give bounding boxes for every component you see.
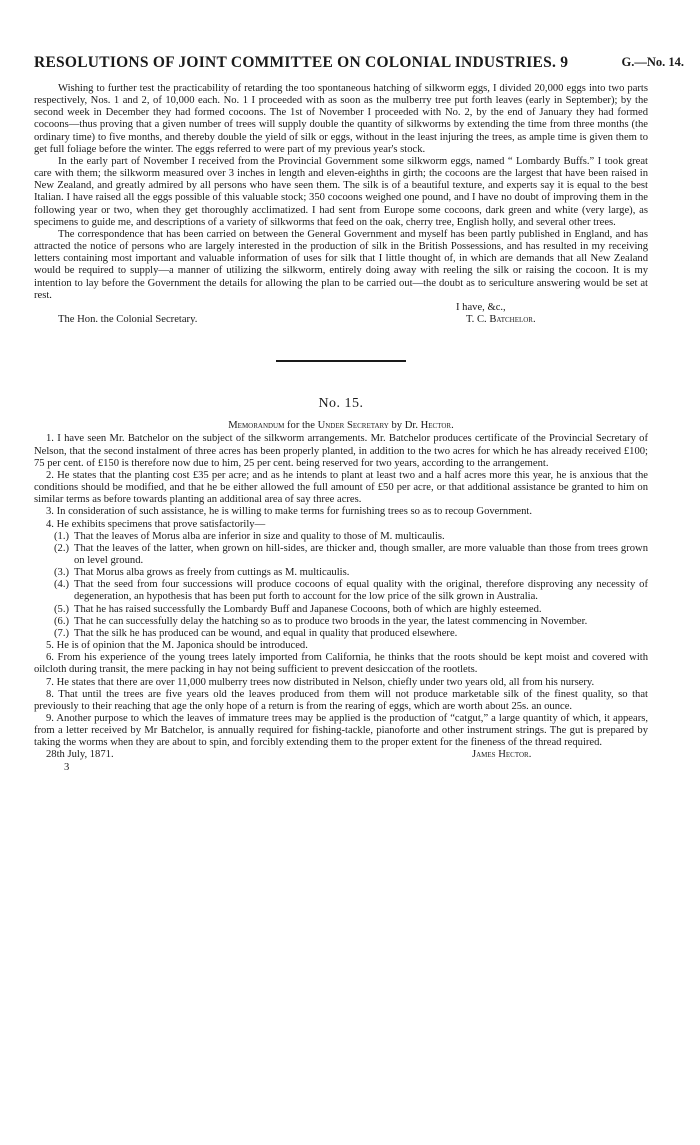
sub-item-number: (6.) <box>54 615 70 627</box>
memo-heading-author: Hector. <box>420 420 454 432</box>
memo-signature: James Hector. <box>472 749 532 761</box>
sub-item-number: (3.) <box>54 567 70 579</box>
document-reference: G.—No. 14. <box>621 55 684 69</box>
letter-paragraph: The correspondence that has been carried on between the General Government and myself has been partly published in England, and has attracted the notice of persons who are largely interested in the production of silk in the British Possessions, and has resulted in my receiving letters containing most important and valuable information of uses for silk that I little thought of, in which are demands that all New Zealand would be required to supply—a manner of utilizing the silkworm, entirely doing away with reeling the silk or raising the cocoon. It is my intention to lay before the Government the details for allowing the plan to be carried out—the doubt as to sericulture answering would be set at rest. <box>34 228 648 301</box>
memo-heading <box>34 420 648 432</box>
letter-signature: T. C. Batchelor. <box>466 313 536 325</box>
sub-item-number: (4.) <box>54 579 70 591</box>
letter-addressee: The Hon. the Colonial Secretary. <box>58 313 198 325</box>
memo-item: 4. He exhibits specimens that prove satisfactorily— <box>46 518 266 530</box>
section-divider <box>276 360 406 362</box>
memo-item: 8. That until the trees are five years old the leaves produced from them will not produce marketable silk of the finest quality, so that previously to their reaching that age the only hope of a return is from the rearing of eggs, which are worth about 25s. an ounce. <box>34 688 648 712</box>
memo-item: 9. Another purpose to which the leaves of immature trees may be applied is the production of “catgut,” a large quantity of which, it appears, from a letter received by Mr Batchelor, is annually required for fishing-tackle, pianoforte and other instrument strings. The gut is prepared by taking the worms when they are about to spin, and forcibly extending them to the proper extent for the fineness of the thread required. <box>34 713 648 749</box>
memo-sub-item <box>34 579 648 603</box>
page-marker: 3 <box>64 761 70 773</box>
memo-sub-item <box>34 531 648 543</box>
running-title: RESOLUTIONS OF JOINT COMMITTEE ON COLONIAL INDUSTRIES. 9 <box>34 54 569 71</box>
memo-item: 3. In consideration of such assistance, he is willing to make terms for furnishing trees so as to recoup Government. <box>46 506 533 518</box>
letter-paragraph: Wishing to further test the practicability of retarding the too spontaneous hatching of silkworm eggs, I divided 20,000 eggs into two parts respectively, Nos. 1 and 2, of 10,000 each. No. 1 I proceeded with as soon as the mulberry tree put forth leaves (early in September); by the second week in December they had formed cocoons. The 1st of November I proceeded with No. 2, by the end of January they had formed cocoons—thus proving that a given number of trees will supply double the quantity of silkworms by extending the time from three months (the ordinary time) to five months, and thereby double the yield of silk or eggs, without in the least injuring the trees, as ample time is given them to get full foliage before the winter. The eggs referred to were part of my previous year's stock. <box>34 83 648 155</box>
page-body <box>34 83 648 774</box>
memo-heading-text: for the <box>284 420 318 432</box>
sub-item-number: (1.) <box>54 530 70 542</box>
sub-item-text: That the leaves of Morus alba are inferior in size and quality to those of M. multicaulis. <box>74 530 445 542</box>
sub-item-text: That Morus alba grows as freely from cuttings as M. multicaulis. <box>74 567 350 579</box>
memo-footer-row <box>34 749 648 761</box>
sub-item-number: (5.) <box>54 603 70 615</box>
sub-item-text: That he can successfully delay the hatching so as to produce two broods in the year, the latest commencing in November. <box>74 615 588 627</box>
memo-sub-item <box>34 616 648 628</box>
memo-item: 7. He states that there are over 11,000 mulberry trees now distributed in Nelson, chiefly under two years old, all from his nursery. <box>46 676 595 688</box>
memo-heading-text: by Dr. <box>388 420 421 432</box>
letter-signature-row <box>34 314 648 326</box>
sub-item-text: That the seed from four successions will produce cocoons of equal quality with the original, therefore disproving any necessity of degeneration, an hypothesis that has been put forth to account for the low price of the silk grown in Australia. <box>74 579 648 603</box>
sub-item-text: That the leaves of the latter, when grown on hill-sides, are thicker and, though smaller, are more valuable than those from trees grown on level ground. <box>74 542 648 566</box>
memo-item: 2. He states that the planting cost £35 per acre; and as he intends to plant at least two and a half acres more this year, he is anxious that the conditions should be modified, and that he be either allowed the full amount of £50 per acre, or that additional assistance be granted to him on similar terms as before towards planting an additional area of say three acres. <box>34 469 648 506</box>
memo-number: No. 15. <box>318 396 364 412</box>
page-header <box>34 54 684 70</box>
sub-item-text: That the silk he has produced can be wound, and equal in quality that produced elsewhere. <box>74 627 458 639</box>
sub-item-text: That he has raised successfully the Lombardy Buff and Japanese Cocoons, both of which are highly esteemed. <box>74 603 542 615</box>
memo-sub-item <box>34 567 648 579</box>
memo-sub-item <box>34 604 648 616</box>
letter-closing: I have, &c., <box>456 301 506 313</box>
memo-sub-item <box>34 543 648 567</box>
sub-item-number: (2.) <box>54 542 70 554</box>
memo-sub-item <box>34 628 648 640</box>
memo-item: 1. I have seen Mr. Batchelor on the subject of the silkworm arrangements. Mr. Batchelor produces certificate of the Provincial Secretary of Nelson, that the second instalment of three acres has been properly planted, in addition to the two acres for which he has already received £100; 75 per cent. of £150 is therefore now due to him, 25 per cent. being reserved for two years, according to the arrangement. <box>34 433 648 469</box>
memo-heading-label: Memorandum <box>228 420 285 432</box>
letter-paragraph: In the early part of November I received from the Provincial Government some silkworm eggs, named “ Lombardy Buffs.” I took great care with them; the silkworm measured over 3 inches in length and eleven-eighths in girth; the cocoons are the largest that have been raised in New Zealand, and greatly admired by all persons who have seen them. The silk is of a beautiful texture, and experts say it is equal to the best Italian. I have raised all the eggs possible of this valuable stock; 350 cocoons weighed one pound, and I have no doubt of improving them in the following year or two, when they get thoroughly acclimatized. I had sent from Europe some cocoons, dark green and white (very large), as specimens to guide me, and descriptions of a variety of silkworms that feed on the oak, cherry tree, English holly, and several other trees. <box>34 155 648 228</box>
sub-item-number: (7.) <box>54 627 70 639</box>
memo-item: 6. From his experience of the young trees lately imported from California, he thinks that the roots should be kept moist and covered with oilcloth during transit, the mere packing in hay not being sufficient to prevent desiccation of the rootlets. <box>34 652 648 676</box>
memo-item: 5. He is of opinion that the M. Japonica should be introduced. <box>46 640 308 652</box>
letter-closing-row <box>34 302 648 314</box>
memo-date: 28th July, 1871. <box>46 749 114 761</box>
memo-heading-recipient: Under Secretary <box>317 420 389 432</box>
